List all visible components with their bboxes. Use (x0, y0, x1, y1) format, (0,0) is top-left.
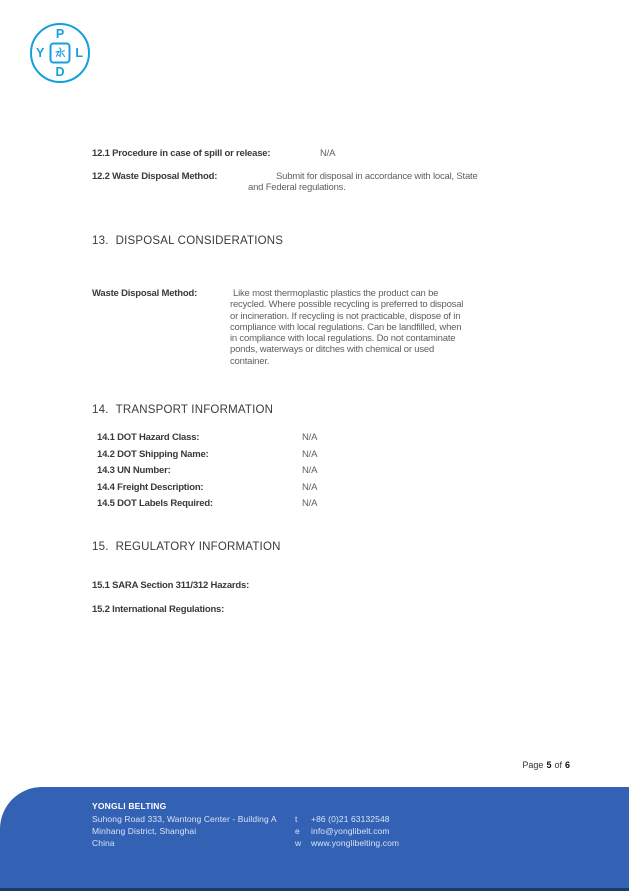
section-14-number: 14. (92, 404, 109, 416)
section-14-heading (92, 404, 273, 416)
footer-address-line-1: Suhong Road 333, Wantong Center - Building A (92, 814, 277, 824)
page-number-total: 6 (564, 760, 570, 770)
footer-email-value: info@yonglibelt.com (311, 826, 390, 836)
page-number-prefix: Page (522, 760, 544, 770)
footer-email-key: e (295, 826, 300, 836)
logo-letter-y: Y (36, 45, 45, 60)
footer-phone-key: t (295, 814, 298, 824)
row-12-1-value: N/A (320, 148, 336, 159)
row-12-2-value: Submit for disposal in accordance with local, State and Federal regulations. (248, 171, 478, 194)
section-13-number: 13. (92, 235, 109, 247)
footer-phone-value: +86 (0)21 63132548 (311, 814, 390, 824)
row-14-2-value: N/A (302, 449, 318, 460)
footer-website-value: www.yonglibelting.com (311, 838, 400, 848)
section-15-heading (92, 541, 281, 553)
page-number-of: of (554, 760, 562, 770)
section-13-heading (92, 235, 283, 247)
footer-company-name: YONGLI BELTING (92, 801, 167, 811)
section-14-title: TRANSPORT INFORMATION (115, 404, 274, 416)
footer-website-key: w (295, 838, 302, 848)
footer-address-line-3: China (92, 838, 115, 848)
footer-address-line-2: Minhang District, Shanghai (92, 826, 197, 836)
row-12-1-label: 12.1 Procedure in case of spill or release: (92, 148, 271, 159)
section-15-title: REGULATORY INFORMATION (115, 541, 281, 553)
logo-letter-d: D (55, 64, 65, 79)
section-15-number: 15. (92, 541, 109, 553)
row-14-1-value: N/A (302, 432, 318, 443)
row-12-2-label: 12.2 Waste Disposal Method: (92, 171, 218, 182)
logo-letter-l: L (75, 45, 83, 60)
page-number-current: 5 (546, 760, 552, 770)
page-number (522, 760, 570, 770)
row-14-2-label: 14.2 DOT Shipping Name: (97, 449, 209, 460)
row-14-1-label: 14.1 DOT Hazard Class: (97, 432, 200, 443)
yong-character-icon (54, 47, 67, 60)
row-15-2-label: 15.2 International Regulations: (92, 604, 225, 615)
row-14-3-value: N/A (302, 465, 318, 476)
company-logo (30, 23, 90, 83)
waste-disposal-text: Like most thermoplastic plastics the product can be recycled. Where possible recycling is preferred to disposal or incineration. If recycling is not practicable, dispose of in compliance with local regulations. Can be landfilled, when in compliance with local regulations. Do not contaminate ponds, waterways or ditches with chemical or used container. (230, 288, 464, 367)
row-14-5-label: 14.5 DOT Labels Required: (97, 498, 213, 509)
waste-disposal-label: Waste Disposal Method: (92, 288, 198, 299)
row-14-5-value: N/A (302, 498, 318, 509)
row-15-1-label: 15.1 SARA Section 311/312 Hazards: (92, 580, 250, 591)
section-13-title: DISPOSAL CONSIDERATIONS (115, 235, 284, 247)
logo-letter-p: P (55, 27, 65, 41)
logo-center-square (50, 43, 71, 64)
footer-band (0, 787, 629, 891)
row-14-4-label: 14.4 Freight Description: (97, 482, 204, 493)
row-14-3-label: 14.3 UN Number: (97, 465, 171, 476)
row-14-4-value: N/A (302, 482, 318, 493)
